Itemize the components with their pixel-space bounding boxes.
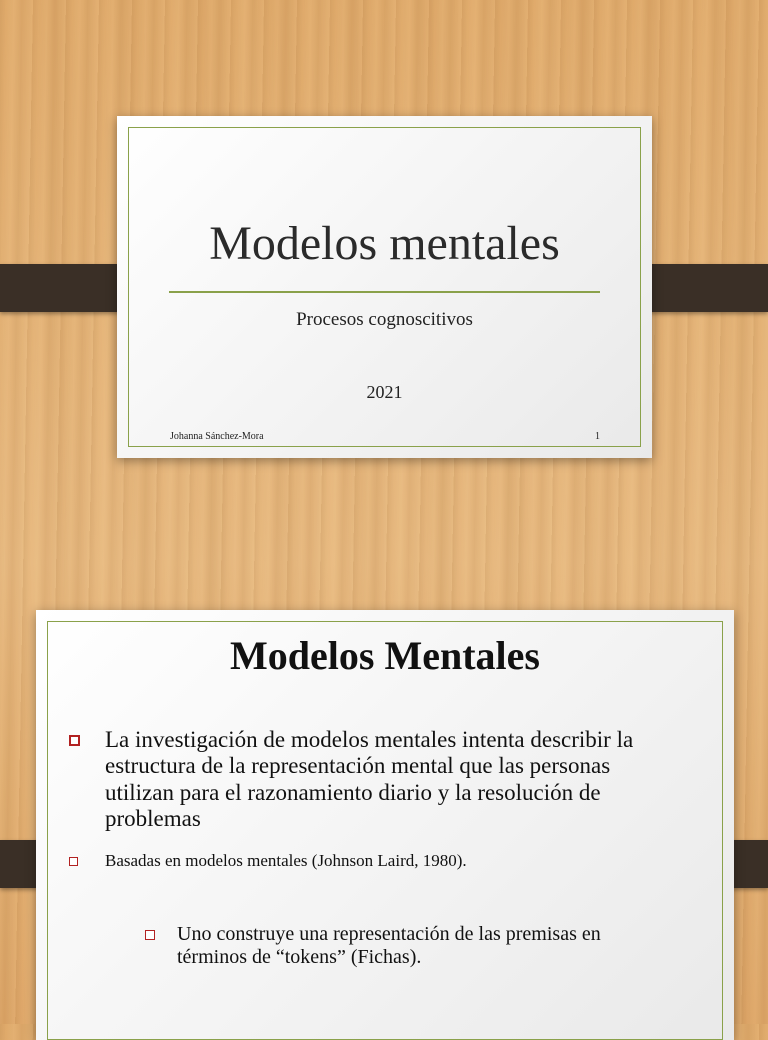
list-item [69, 851, 669, 871]
hollow-square-bullet-icon [145, 930, 155, 940]
hollow-square-bullet-icon [69, 857, 78, 866]
slide-1-title: Modelos mentales [209, 217, 560, 270]
list-item [69, 727, 639, 833]
bullet-text: La investigación de modelos mentales intenta describir la estructura de la representación mental que las personas utilizan para el razonamiento diario y la resolución de problemas [105, 727, 634, 832]
slide-2-title: Modelos Mentales [230, 633, 540, 678]
bullet-text: Uno construye una representación de las premisas en términos de “tokens” (Fichas). [177, 923, 601, 968]
bullet-text: Basadas en modelos mentales (Johnson Laird, 1980). [105, 851, 467, 870]
hollow-square-bullet-icon [69, 735, 80, 746]
slide-1[interactable] [117, 116, 652, 458]
slide-1-year: 2021 [366, 382, 403, 402]
slide-1-title-rule [169, 291, 600, 293]
slide-1-page-number: 1 [595, 431, 600, 442]
slide-1-author: Johanna Sánchez-Mora [170, 431, 264, 442]
list-item [145, 923, 665, 969]
slide-2[interactable] [36, 610, 734, 1040]
slide-1-subtitle: Procesos cognoscitivos [296, 309, 473, 330]
